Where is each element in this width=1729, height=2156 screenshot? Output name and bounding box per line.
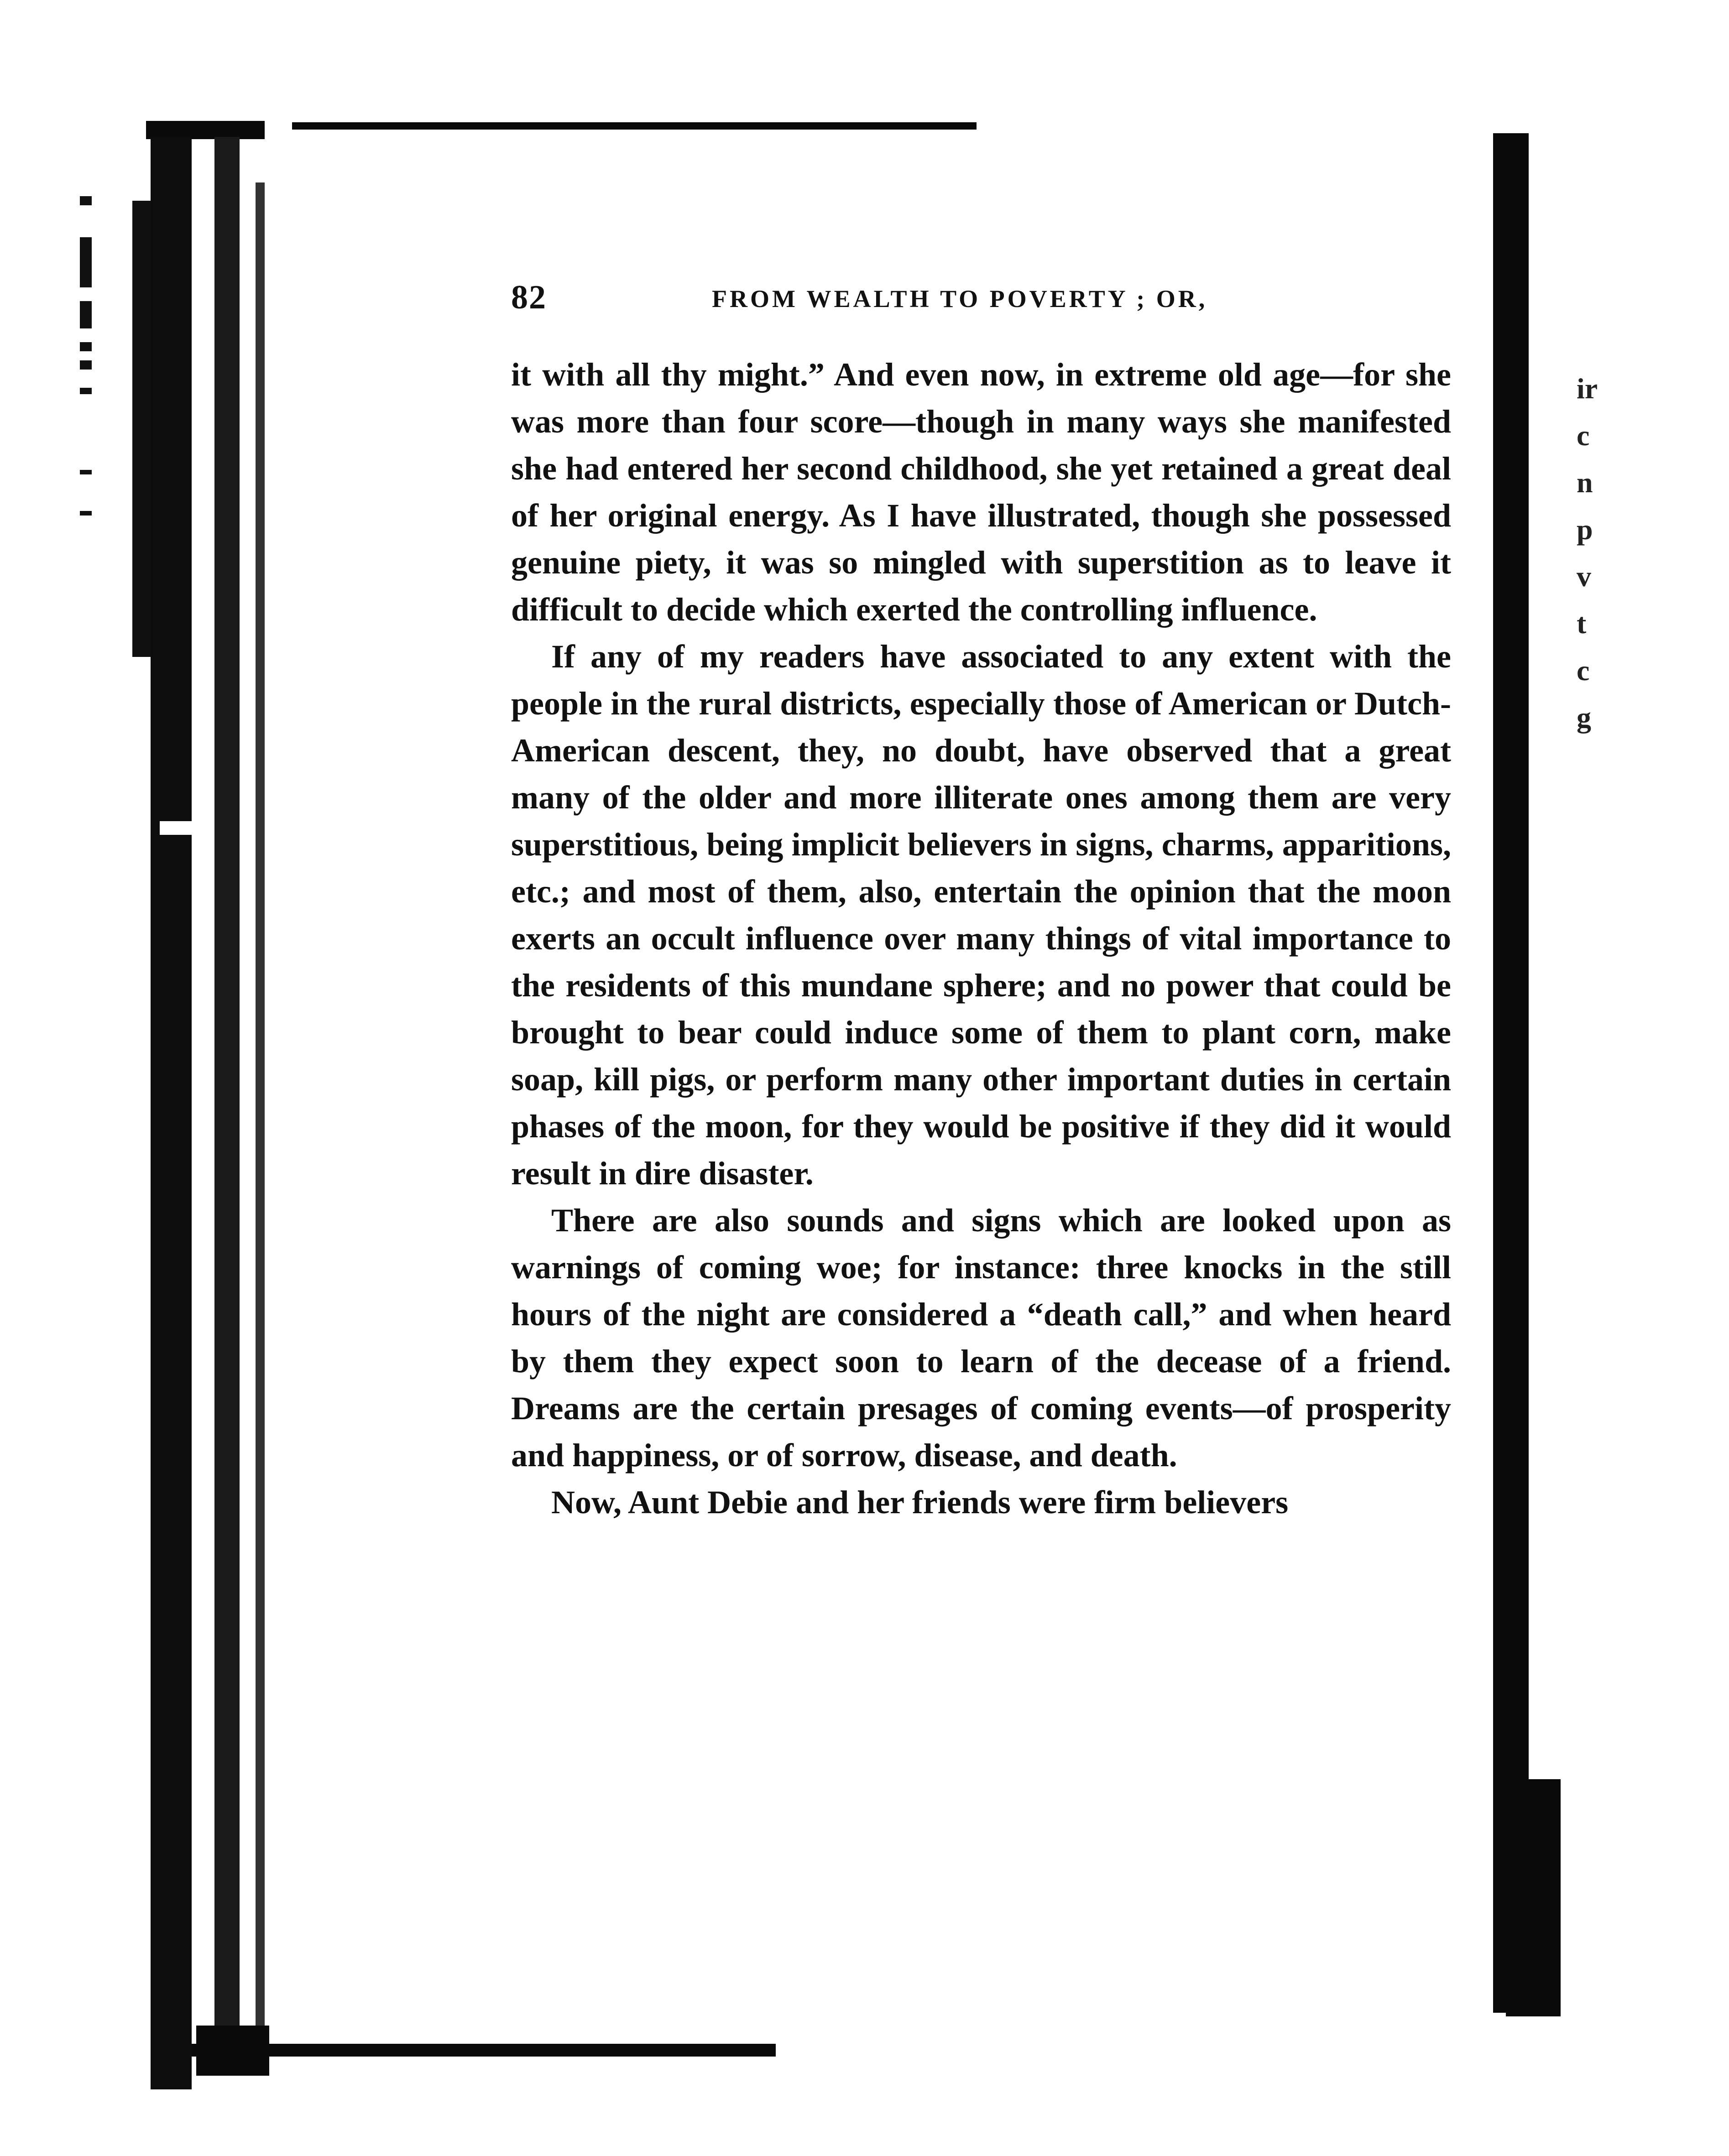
- fragment-letter: n: [1577, 466, 1593, 499]
- running-head: FROM WEALTH TO POVERTY ; OR,: [712, 285, 1208, 312]
- fragment-letter: v: [1577, 560, 1591, 593]
- scan-right-spine-artifact: [1506, 1779, 1561, 2016]
- scan-top-rule-artifact: [292, 122, 977, 130]
- paragraph: If any of my readers have associated to any extent with the people in the rural districts, especially those of American or Dutch-American descent, they, no doubt, have observed that a great many of the older and more illiterate ones among them are very superstitious, being implicit believers in signs, charms, apparitions, etc.; and most of them, also, entertain the opinion that the moon exerts an occult influence over many things of vital importance to the residents of this mundane sphere; and no power that could be brought to bear could induce some of them to plant corn, make soap, kill pigs, or perform many other important duties in certain phases of the moon, for they would be positive if they did it would result in dire disaster.: [511, 638, 1451, 1192]
- page-number: 82: [511, 279, 547, 316]
- scan-bottom-rule-artifact: [192, 2044, 776, 2057]
- scan-gap: [160, 821, 201, 835]
- scan-left-spine-shadow: [256, 182, 265, 2053]
- scan-bottom-corner-artifact: [196, 2026, 269, 2076]
- fragment-letter: ir: [1577, 372, 1598, 405]
- fragment-letter: p: [1577, 513, 1593, 546]
- paragraph: Now, Aunt Debie and her friends were firm believers: [551, 1484, 1289, 1521]
- fragment-letter: c: [1577, 654, 1590, 687]
- scan-registration-marks: [80, 196, 92, 516]
- paragraph: it with all thy might.” And even now, in extreme old age—for she was more than four score—though in many ways she manifested she had entered her second childhood, she yet retained a great deal of her original energy. As I have illustrated, though she possessed genuine piety, it was so mingled with superstition as to leave it difficult to decide which exerted the controlling influence.: [511, 356, 1451, 628]
- scan-right-spine-artifact: [1493, 133, 1529, 2013]
- fragment-letter: t: [1577, 607, 1587, 640]
- page-header: [511, 278, 1460, 319]
- scan-left-spine-shadow: [214, 137, 240, 2062]
- fragment-letter: g: [1577, 701, 1591, 734]
- body-text: [511, 351, 1451, 1526]
- paragraph: There are also sounds and signs which are looked upon as warnings of coming woe; for instance: three knocks in the still hours of the night are considered a “death call,” and when heard by them they expect soon to learn of the decease of a friend. Dreams are the certain presages of coming events—of prosperity and happiness, or of sorrow, disease, and death.: [511, 1202, 1451, 1474]
- fragment-letter: c: [1577, 419, 1590, 452]
- facing-page-fragment: [1577, 365, 1618, 741]
- scan-border-artifact: [146, 121, 265, 139]
- scan-left-spine-artifact: [151, 137, 192, 2089]
